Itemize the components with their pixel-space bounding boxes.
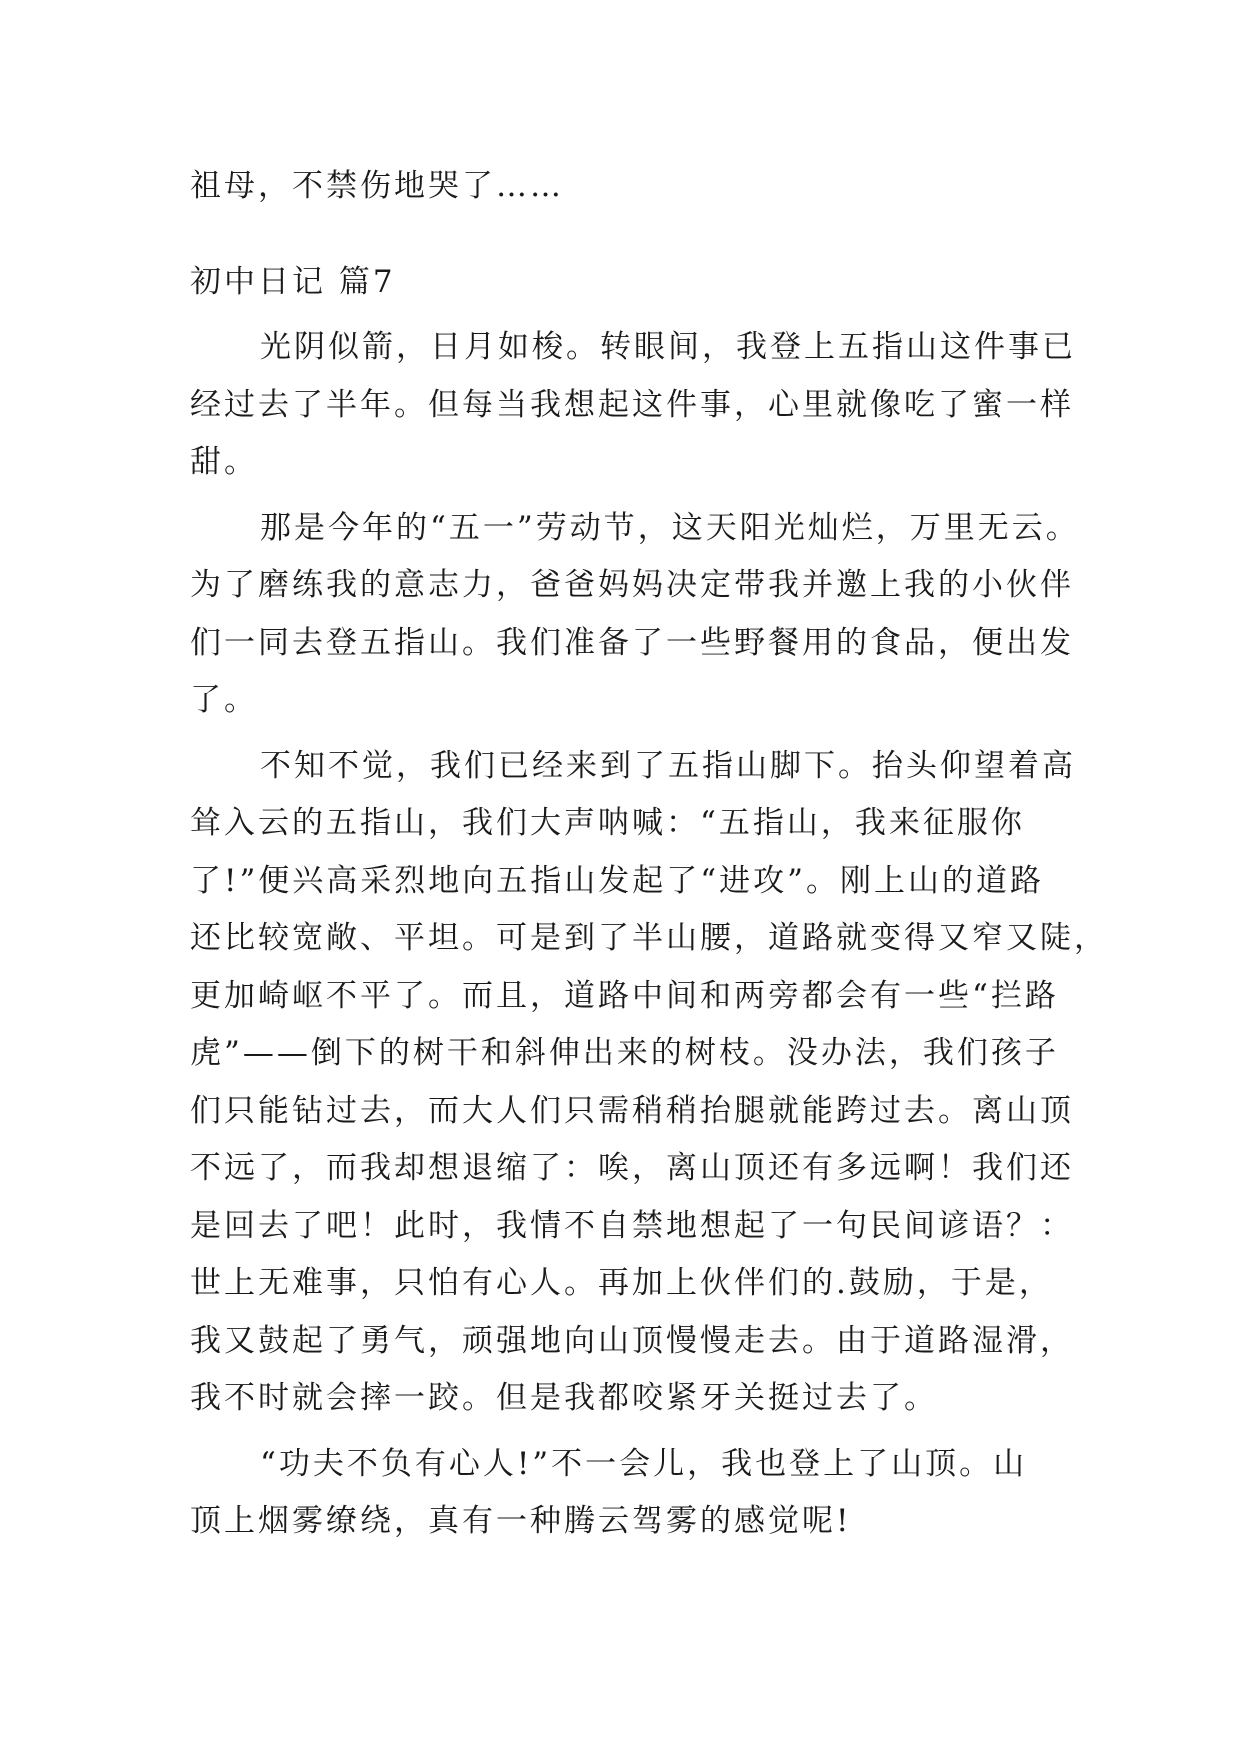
- heading-text: 初中日记 篇7: [190, 263, 396, 300]
- block-gap: [190, 730, 1060, 738]
- paragraph-line: 不远了，而我却想退缩了：唉，离山顶还有多远啊！我们还: [190, 1150, 1074, 1186]
- paragraph-line: 我不时就会摔一跤。但是我都咬紧牙关挺过去了。: [190, 1380, 938, 1416]
- paragraph-line: 我又鼓起了勇气，顽强地向山顶慢慢走去。由于道路湿滑，: [190, 1322, 1074, 1359]
- paragraph-line: “功夫不负有心人!”不一会儿，我也登上了山顶。山: [260, 1445, 1028, 1482]
- paragraph: [190, 158, 1060, 216]
- paragraph-line: 甜。: [190, 444, 258, 480]
- paragraph-line: 更加崎岖不平了。而且，道路中间和两旁都会有一些“拦路: [190, 977, 1059, 1014]
- block-gap: [190, 311, 1060, 319]
- paragraph-line: 们只能钻过去，而大人们只需稍稍抬腿就能跨过去。离山顶: [190, 1092, 1074, 1129]
- paragraph-line: 虎”——倒下的树干和斜伸出来的树枝。没办法，我们孩子: [190, 1035, 1059, 1071]
- paragraph-line: 为了磨练我的意志力，爸爸妈妈决定带我并邀上我的小伙伴: [190, 567, 1074, 603]
- paragraph-line: 顶上烟雾缭绕，真有一种腾云驾雾的感觉呢!: [190, 1503, 852, 1539]
- paragraph-line: 不知不觉，我们已经来到了五指山脚下。抬头仰望着高: [260, 747, 1076, 784]
- paragraph: [190, 319, 1076, 492]
- paragraph-line: 还比较宽敞、平坦。可是到了半山腰，道路就变得又窄又陡，: [190, 920, 1108, 956]
- block-gap: [190, 1428, 1060, 1436]
- paragraph-line: 了!”便兴高采烈地向五指山发起了“进攻”。刚上山的道路: [190, 862, 1044, 899]
- paragraph-line: 耸入云的五指山，我们大声呐喊：“五指山，我来征服你: [190, 805, 1025, 841]
- paragraph-line: 世上无难事，只怕有心人。再加上伙伴们的.鼓励，于是，: [190, 1265, 1053, 1301]
- paragraph-line: 那是今年的“五一”劳动节，这天阳光灿烂，万里无云。: [260, 509, 1080, 546]
- block-gap: [190, 216, 1060, 254]
- paragraph-line: 祖母，不禁伤地哭了……: [190, 168, 564, 204]
- paragraph-line: 光阴似箭，日月如梭。转眼间，我登上五指山这件事已: [260, 329, 1076, 365]
- paragraph-line: 经过去了半年。但每当我想起这件事，心里就像吃了蜜一样: [190, 386, 1074, 423]
- paragraph-line: 们一同去登五指山。我们准备了一些野餐用的食品，便出发: [190, 624, 1074, 661]
- paragraph: [190, 1436, 1060, 1551]
- paragraph-line: 了。: [190, 682, 258, 718]
- paragraph: [190, 738, 1108, 1428]
- paragraph: [190, 500, 1080, 730]
- paragraph-line: 是回去了吧！此时，我情不自禁地想起了一句民间谚语？：: [190, 1207, 1074, 1244]
- document-body: [190, 158, 1108, 1551]
- block-gap: [190, 492, 1060, 500]
- section-heading: [190, 254, 1060, 312]
